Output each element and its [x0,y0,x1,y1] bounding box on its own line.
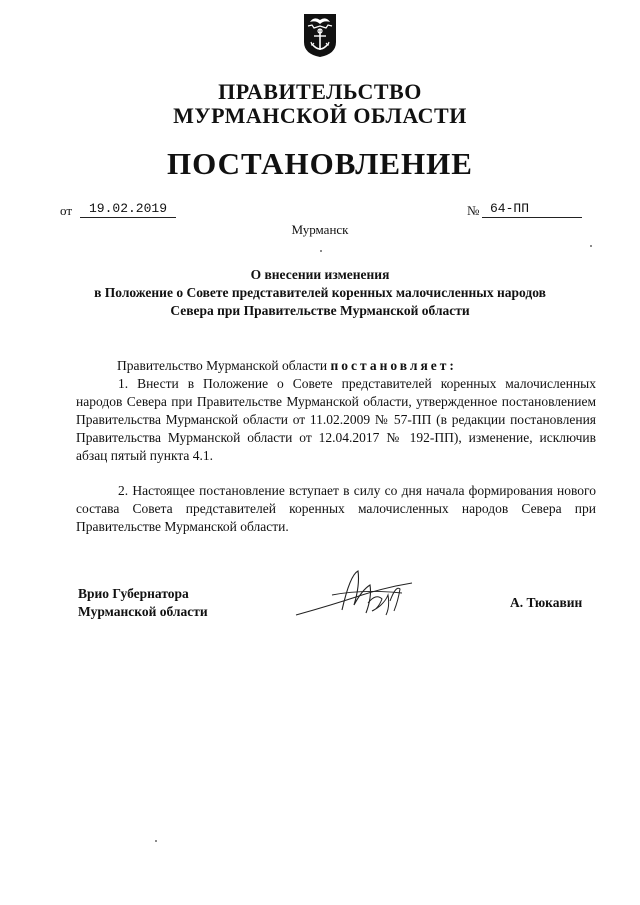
subject-line1: О внесении изменения [250,267,390,282]
subject-line2: в Положение о Совете представителей коренных малочисленных народов [94,285,546,300]
preamble-text: Правительство Мурманской области [117,358,331,373]
date-prefix: от [60,203,73,218]
government-name-line2: МУРМАНСКОЙ ОБЛАСТИ [173,103,467,128]
document-date: 19.02.2019 [88,201,167,216]
date-underline [80,217,176,218]
handwritten-signature [292,565,422,625]
signatory-position-line2: Мурманской области [78,604,208,619]
coat-of-arms-icon [302,12,338,58]
number-prefix: № [467,203,480,218]
scan-speck [320,250,322,252]
preamble-resolves: постановляет: [330,358,457,373]
item-2: 2. Настоящее постановление вступает в силу со дня начала формирования нового состава Совета представителей коренных малочисленных народов Севера при Правительстве Мурманской области. [76,483,596,534]
scan-speck [590,245,592,247]
document-type-title: ПОСТАНОВЛЕНИЕ [167,146,473,181]
document-number: 64-ПП [490,201,530,216]
signatory-position-line1: Врио Губернатора [78,586,189,601]
scan-speck [155,840,157,842]
government-name-line1: ПРАВИТЕЛЬСТВО [218,79,422,104]
item-1: 1. Внести в Положение о Совете представителей коренных малочисленных народов Севера при Правительстве Мурманской области, утвержденное постановлением Правительства Мурманской области от 11.02.2009 № 57-ПП (в редакции постановления Правительства Мурманской области от 12.04.2017 № 192-ПП), изменение, исключив абзац пятый пункта 4.1. [76,376,596,463]
preamble [117,357,457,375]
subject-line3: Севера при Правительстве Мурманской области [170,303,470,318]
number-underline [482,217,582,218]
signatory-name: А. Тюкавин [510,595,583,610]
city-name: Мурманск [291,222,349,237]
signatory-position [78,585,208,621]
